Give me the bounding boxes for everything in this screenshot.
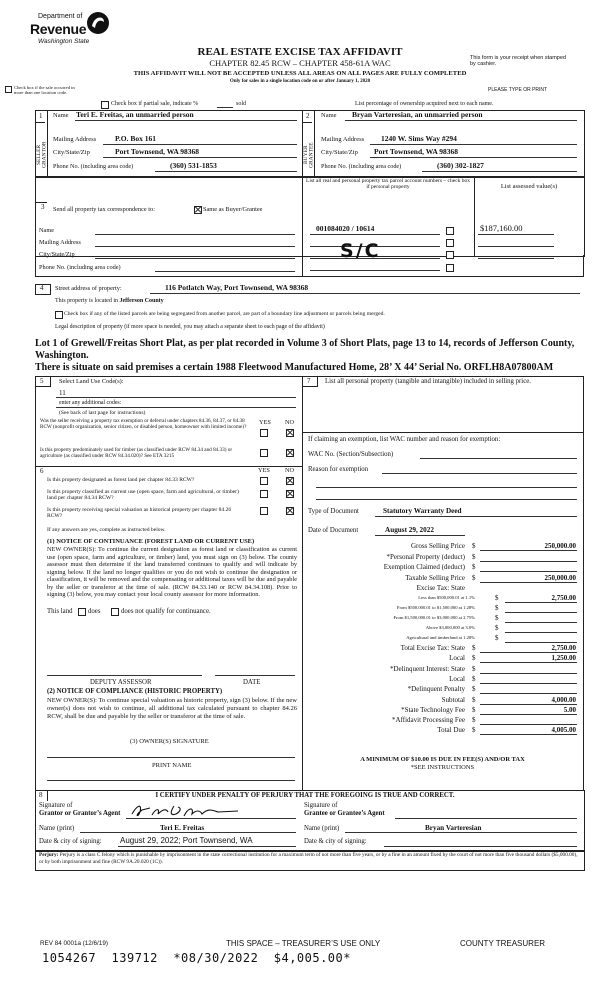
tax-row-line (480, 550, 577, 551)
seller-phone[interactable]: (360) 531-1853 (170, 161, 217, 170)
sec5-no-header: NO (285, 419, 295, 426)
tax-row-value[interactable]: 250,000.00 (544, 542, 576, 550)
logo-swirl-icon (86, 10, 110, 36)
assessed-value[interactable]: $187,160.00 (480, 223, 523, 233)
buyer-phone-label: Phone No. (including area code) (321, 163, 402, 170)
section-6-number: 6 (40, 467, 44, 475)
see-instructions-note: *SEE INSTRUCTIONS (410, 764, 475, 771)
perjury-label: Perjury: (39, 852, 59, 858)
bracket-label: From $1,500,000.01 to $3,000,000 at 2.75% (393, 615, 475, 620)
sec6-question-2: Is this property classified as current use (open space, farm and agricultural, or timber) land per chapter 84.34 RCW? (47, 489, 239, 502)
parcel-4-personal-checkbox[interactable] (446, 264, 454, 272)
legal-description-1[interactable]: Lot 1 of Grewell/Freitas Short Plat, as per plat recorded in Volume 3 of Short Plats, page 13 to 14, records of Jefferson County, Washington. (35, 338, 575, 361)
seller-mailing[interactable]: P.O. Box 161 (115, 134, 156, 143)
grantee-signature-label (304, 802, 385, 818)
receipt-note: This form is your receipt when stamped by cashier. (470, 55, 566, 68)
dollar-sign: $ (472, 685, 476, 694)
notice-2-title: (2) NOTICE OF COMPLIANCE (HISTORIC PROPERTY) (47, 688, 223, 695)
tax-row-label: *Personal Property (deduct) (386, 552, 465, 561)
seller-name-label: Name (53, 112, 69, 119)
county-name: Jefferson County (119, 298, 164, 304)
section-4-number: 4 (40, 284, 44, 292)
doc-type-label: Type of Document (308, 508, 359, 515)
dollar-sign: $ (495, 594, 499, 602)
segregated-checkbox[interactable] (55, 311, 63, 319)
dollar-sign: $ (472, 552, 476, 561)
partial-sale-sold: sold (236, 101, 247, 107)
tax-row-value[interactable]: 4,000.00 (551, 695, 576, 704)
seller-name[interactable]: Teri E. Freitas, an unmarried person (76, 110, 194, 119)
tax-row-line (480, 673, 577, 674)
dollar-sign: $ (495, 634, 499, 642)
buyer-name-label: Name (321, 112, 337, 119)
logo-text-department: Department of (38, 13, 83, 20)
tax-row-label: Exemption Claimed (deduct) (383, 563, 465, 571)
grantor-signature-label (39, 802, 120, 818)
parcel-number[interactable]: 001084020 / 10614 (316, 224, 375, 233)
additional-codes-label: enter any additional codes: (59, 400, 122, 406)
county-prefix: This property is located in (55, 298, 118, 304)
grantor-date-city-label: Date & city of signing: (39, 838, 102, 845)
tax-row-line (480, 582, 577, 583)
tax-row-line (480, 662, 577, 663)
tax-row-line (480, 693, 577, 694)
excise-state-label: Excise Tax: State (416, 584, 465, 592)
section-3-number: 3 (41, 203, 45, 211)
tax-row-value[interactable]: 250,000.00 (544, 573, 576, 582)
street-address-label: Street address of property: (55, 285, 122, 292)
tax-row-label: Subtotal (441, 695, 465, 704)
tax-row-label: Total Due (437, 726, 465, 735)
send-correspondence-label: Send all property tax correspondence to: (53, 206, 155, 213)
tax-row-line (480, 714, 577, 715)
tax-row-value[interactable]: 5.00 (563, 705, 576, 714)
section-1-number: 1 (39, 112, 43, 120)
sec6-question-3: Is this property receiving special valuation as historical property per chapter 84.26 RCW? (47, 507, 232, 520)
sec5-yes-header: YES (259, 419, 271, 426)
sec6-q3-no-checkbox[interactable] (286, 507, 294, 515)
dollar-sign: $ (495, 614, 499, 622)
dollar-sign: $ (495, 624, 499, 632)
logo-text-state: Washington State (38, 38, 90, 45)
sec6-q1-yes-checkbox[interactable] (260, 477, 268, 485)
legal-description-label: Legal description of property (if more space is needed, you may attach a separate sheet to each page of the affidavit) (55, 324, 325, 330)
land-use-code[interactable]: 11 (59, 389, 66, 397)
buyer-phone[interactable]: (360) 302-1827 (437, 161, 484, 170)
sec5-question-2: Is this property predominately used for timber (as classified under RCW 84.34 and 84.33) or agriculture (as classified under RCW 84.34.020)? See ETA 3215 (40, 447, 233, 459)
tax-row-label: Taxable Selling Price (405, 573, 465, 582)
seller-phone-label: Phone No. (including area code) (53, 163, 134, 170)
treasurer-stamp: 1054267 139712 *08/30/2022 $4,005.00* (42, 951, 351, 965)
notice-2-body: NEW OWNER(S): To continue special valuation as historic property, sign (3) below. If the new owner(s) does not wish to continue, all additional tax calculated pursuant to chapter 84.26 RCW, shall be due and payable by the seller or transferor at the time of sale. (47, 697, 297, 720)
form-title: REAL ESTATE EXCISE TAX AFFIDAVIT (197, 46, 403, 58)
correspondence-name-label: Name (39, 227, 55, 234)
ownership-note: List percentage of ownership acquired next to each name. (355, 101, 494, 107)
legal-description-2[interactable]: There is situate on said premises a certain 1988 Fleetwood Manufactured Home, 28’ X 44’ Serial No. ORFLH8A07800AM (35, 362, 554, 373)
buyer-city[interactable]: Port Townsend, WA 98368 (374, 147, 459, 156)
does-not-qualify-checkbox[interactable] (111, 608, 119, 616)
same-as-buyer-checkbox[interactable] (194, 206, 202, 214)
tax-row-label: Gross Selling Price (410, 542, 465, 550)
seller-mailing-label: Mailing Address (53, 136, 97, 143)
partial-sale-label: Check box if partial sale, indicate % (111, 101, 199, 107)
section-5-number: 5 (40, 377, 44, 385)
dollar-sign: $ (472, 542, 476, 550)
form-subtitle: CHAPTER 82.45 RCW – CHAPTER 458-61A WAC (209, 58, 391, 68)
bracket-line (505, 632, 577, 633)
see-back-label: (See back of last page for instructions) (59, 410, 146, 416)
doc-type[interactable]: Statutory Warranty Deed (383, 507, 462, 515)
dollar-sign: $ (472, 563, 476, 571)
print-name-label: PRINT NAME (152, 762, 192, 769)
parcel-3-personal-checkbox[interactable] (446, 251, 454, 259)
date-label: DATE (243, 679, 261, 686)
tax-row-line (480, 571, 577, 572)
sec6-no-header: NO (285, 467, 295, 474)
grantee-sig-line-2: Grantee or Grantee’s Agent (304, 809, 385, 817)
tax-row-label: Total Excise Tax: State (400, 644, 465, 652)
partial-sale-percent-line[interactable] (217, 107, 233, 108)
tax-row-value[interactable]: 1,250.00 (551, 654, 576, 663)
section-2-number: 2 (306, 112, 310, 120)
parcel-2-personal-checkbox[interactable] (446, 239, 454, 247)
tax-row-line (480, 652, 577, 653)
tax-row-value[interactable]: 2,750.00 (551, 644, 576, 652)
deputy-assessor-label: DEPUTY ASSESSOR (90, 679, 152, 686)
tax-row-label: Local (449, 674, 465, 683)
section-8-number: 8 (39, 791, 43, 799)
segregated-label: Check box if any of the listed parcels are being segregated from another parcel, are part of a boundary line adjustment or parcels being merged. (64, 311, 385, 317)
section-7-number: 7 (307, 377, 311, 385)
seller-city[interactable]: Port Townsend, WA 98368 (115, 147, 200, 156)
same-as-buyer-label: Same as Buyer/Grantee (203, 206, 263, 213)
tax-row-label: *State Technology Fee (401, 705, 465, 714)
correspondence-phone-label: Phone No. (including area code) (39, 264, 121, 271)
tax-row-label: *Affidavit Processing Fee (392, 716, 465, 725)
minimum-fee-note: A MINIMUM OF $10.00 IS DUE IN FEE(S) AND/OR TAX (360, 756, 525, 763)
sec5-question-1: Was the seller receiving a property tax exemption or deferral under chapters 84.36, 84.37, or 84.38 RCW (nonprofit organization, senior citizen, or disabled person, homeowner with limited income)? (40, 418, 247, 430)
dollar-sign: $ (472, 705, 476, 714)
treasurer-space-note: THIS SPACE – TREASURER’S USE ONLY (226, 939, 381, 948)
bracket-line (505, 612, 577, 613)
dollar-sign: $ (495, 604, 499, 612)
does-qualify-checkbox[interactable] (78, 608, 86, 616)
form-warning: THIS AFFIDAVIT WILL NOT BE ACCEPTED UNLESS ALL AREAS ON ALL PAGES ARE FULLY COMPLETED (133, 70, 467, 77)
grantee-date-city-label: Date & city of signing: (304, 838, 367, 845)
reason-label: Reason for exemption (308, 466, 369, 473)
buyer-mailing[interactable]: 1240 W. Sims Way #294 (381, 134, 457, 143)
dor-logo (30, 10, 100, 48)
grantee-name-print[interactable]: Bryan Varteresian (425, 824, 482, 832)
assessed-header: List assessed value(s) (500, 183, 558, 190)
bracket-value[interactable]: 2,750.00 (551, 594, 576, 602)
dollar-sign: $ (472, 674, 476, 683)
dollar-sign: $ (472, 644, 476, 652)
sec6-q2-yes-checkbox[interactable] (260, 490, 268, 498)
buyer-name[interactable]: Bryan Varteresian, an unmarried person (352, 110, 483, 119)
bracket-label: Less than $500,000.01 at 1.1% (418, 595, 475, 600)
correspondence-mailing-label: Mailing Address (39, 239, 81, 246)
bracket-line (505, 622, 577, 623)
tax-row-line (480, 683, 577, 684)
tax-row-line (480, 724, 577, 725)
single-location-note: Only for sales in a single location code on or after January 1, 2020 (229, 79, 371, 84)
form-number: REV 84 0001a (12/6/19) (40, 940, 108, 947)
dollar-sign: $ (472, 726, 476, 735)
grantor-name-label: Name (print) (39, 825, 75, 832)
does-not-label: does not qualify for continuance. (121, 608, 211, 615)
personal-property-label: List all personal property (tangible and intangible) included in selling price. (325, 378, 531, 385)
logo-text-revenue: Revenue (30, 21, 87, 37)
sec5-q1-yes-checkbox[interactable] (260, 429, 268, 437)
grantor-sig-line-1: Signature of (39, 802, 73, 809)
sec6-q2-no-checkbox[interactable] (286, 490, 294, 498)
notice-1-title: (1) NOTICE OF CONTINUANCE (FOREST LAND OR CURRENT USE) (47, 538, 255, 545)
buyer-city-label: City/State/Zip (321, 149, 358, 156)
tax-row-label: Local (449, 654, 465, 663)
sec6-question-1: Is this property designated as forest land per chapter 84.33 RCW? (47, 477, 195, 483)
doc-date[interactable]: August 29, 2022 (385, 526, 434, 534)
perjury-body: Perjury is a class C felony which is punishable by imprisonment in the state correctional institution for a maximum term of not more than five years, or by a fine in an amount fixed by the court of not more than five thousand dollars ($5,000.00), or by both imprisonment and fine (RCW 9A.20.020 (1C)). (39, 852, 578, 865)
sec5-q2-yes-checkbox[interactable] (260, 449, 268, 457)
bracket-label: From $500,000.01 to $1,500,000 at 1.28% (396, 605, 475, 610)
street-address[interactable]: 116 Potlatch Way, Port Townsend, WA 98368 (165, 283, 309, 292)
this-land-label: This land (47, 608, 73, 615)
land-use-label: Select Land Use Code(s): (59, 378, 124, 385)
does-label: does (88, 608, 101, 615)
grantor-date-city[interactable]: August 29, 2022; Port Townsend, WA (120, 836, 253, 845)
sec6-q1-no-checkbox[interactable] (286, 477, 294, 485)
perjury-text (39, 852, 581, 865)
multi-location-label: Check box if the sale occurred in more than one location code. (14, 85, 75, 96)
dollar-sign: $ (472, 664, 476, 673)
bracket-line (505, 602, 577, 603)
doc-date-label: Date of Document (308, 527, 359, 534)
sec5-q2-no-checkbox[interactable] (286, 449, 294, 457)
seller-side-label: SELLER GRANTOR (36, 141, 48, 169)
grantor-name-print[interactable]: Teri E. Freitas (160, 824, 205, 832)
buyer-side-label: BUYER GRANTEE (303, 142, 315, 168)
tax-row-label: *Delinquent Penalty (407, 685, 465, 694)
tax-row-line (480, 734, 577, 735)
sec6-yes-header: YES (258, 467, 270, 474)
wac-label: WAC No. (Section/Subsection) (308, 451, 394, 458)
dollar-sign: $ (472, 695, 476, 704)
grantee-name-label: Name (print) (304, 825, 340, 832)
notice-1-body: NEW OWNER(S): To continue the current designation as forest land or classification as current use (open space, farm and agriculture, or timber) land, you must sign on (3) below. The county assessor must then determine if the land transferred continues to qualify and will indicate by signing below. If the land no longer qualifies or you do not wish to continue the designation or classification, it will be removed and the compensating or additional taxes will be due and payable by the seller or transferor at the time of sale. (RCW 84.33.140 or RCW 84.34.108). Prior to signing (3) below, you may contact your local county assessor for more information. (47, 546, 297, 599)
tax-row-line (480, 704, 577, 705)
multi-location-checkbox[interactable] (5, 86, 12, 93)
seller-city-label: City/State/Zip (53, 149, 90, 156)
parcel-header: List all real and personal property tax parcel account numbers – check box if personal property (305, 178, 471, 191)
buyer-mailing-label: Mailing Address (321, 136, 365, 143)
exemption-label: If claiming an exemption, list WAC number and reason for exemption: (308, 436, 501, 443)
grantor-sig-line-2: Grantor or Grantor’s Agent (39, 809, 121, 817)
grantee-sig-line-1: Signature of (304, 802, 338, 809)
sec6-q3-yes-checkbox[interactable] (260, 507, 268, 515)
sec6-if-yes: If any answers are yes, complete as instructed below. (47, 527, 166, 533)
sec5-q1-no-checkbox[interactable] (286, 429, 294, 437)
print-note: PLEASE TYPE OR PRINT (488, 87, 548, 93)
tax-row-line (480, 561, 577, 562)
bracket-line (505, 642, 577, 643)
correspondence-city-label: City/State/Zip (39, 251, 75, 258)
handwritten-sc: S/C (340, 240, 381, 262)
certify-statement: I CERTIFY UNDER PENALTY OF PERJURY THAT THE FOREGOING IS TRUE AND CORRECT. (155, 792, 455, 799)
owner-signature-label: (3) OWNER(S) SIGNATURE (130, 738, 209, 745)
dollar-sign: $ (472, 654, 476, 663)
dollar-sign: $ (472, 716, 476, 725)
bracket-label: Above $3,000,000 at 3.0% (425, 625, 475, 630)
tax-row-label: *Delinquent Interest: State (389, 664, 465, 673)
dollar-sign: $ (472, 573, 476, 582)
county-treasurer-label: COUNTY TREASURER (460, 939, 546, 948)
county-label (55, 298, 164, 305)
parcel-1-personal-checkbox[interactable] (446, 227, 454, 235)
partial-sale-checkbox[interactable] (101, 101, 109, 109)
tax-row-value[interactable]: 4,005.00 (551, 726, 576, 735)
bracket-label: Agricultural and timberland at 1.28% (406, 635, 475, 640)
